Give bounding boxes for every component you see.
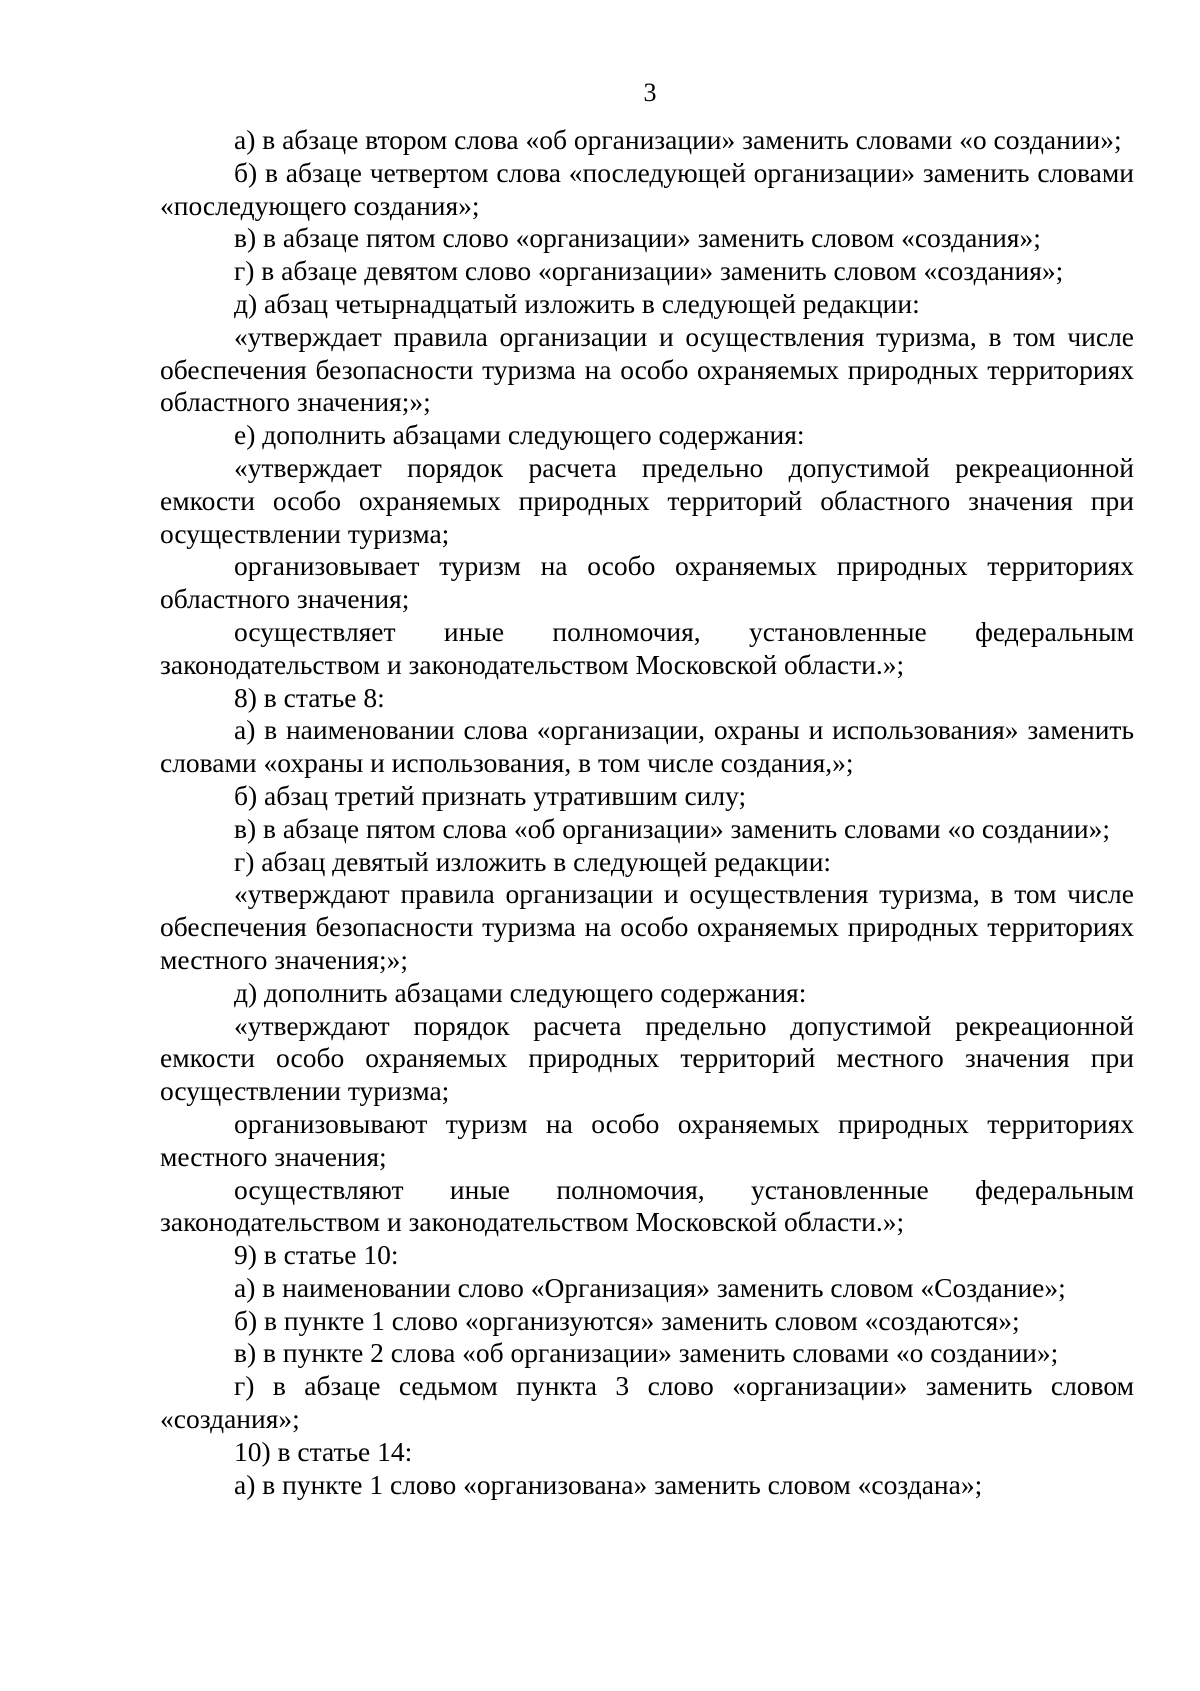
paragraph: б) в абзаце четвертом слова «последующей организации» заменить словами «последующего создания»; xyxy=(160,156,1134,221)
page-number: 3 xyxy=(643,78,657,107)
paragraph: осуществляет иные полномочия, установленные федеральным законодательством и законодательством Московской области.»; xyxy=(160,615,1134,680)
paragraph: б) абзац третий признать утратившим силу; xyxy=(234,779,747,811)
paragraph: г) абзац девятый изложить в следующей редакции: xyxy=(234,845,832,877)
paragraph: а) в наименовании слово «Организация» заменить словом «Создание»; xyxy=(234,1271,1066,1303)
paragraph: в) в абзаце пятом слово «организации» заменить словом «создания»; xyxy=(234,222,1041,254)
paragraph: «утверждают правила организации и осуществления туризма, в том числе обеспечения безопасности туризма на особо охраняемых природных территориях местного значения;»; xyxy=(160,878,1134,975)
paragraph: а) в пункте 1 слово «организована» заменить словом «создана»; xyxy=(234,1468,983,1500)
paragraph: «утверждает правила организации и осуществления туризма, в том числе обеспечения безопасности туризма на особо охраняемых природных территориях областного значения;»; xyxy=(160,320,1134,418)
paragraph: б) в пункте 1 слово «организуются» заменить словом «создаются»; xyxy=(234,1304,1020,1336)
paragraph: организовывают туризм на особо охраняемых природных территориях местного значения; xyxy=(160,1107,1134,1172)
paragraph: «утверждают порядок расчета предельно допустимой рекреационной емкости особо охраняемых природных территорий местного значения при осуществлении туризма; xyxy=(160,1009,1134,1107)
paragraph: а) в абзаце втором слова «об организации» заменить словами «о создании»; xyxy=(234,124,1122,155)
paragraph: 9) в статье 10: xyxy=(234,1239,399,1271)
paragraph: организовывает туризм на особо охраняемых природных территориях областного значения; xyxy=(160,550,1134,615)
paragraph: в) в абзаце пятом слова «об организации» заменить словами «о создании»; xyxy=(234,812,1110,844)
paragraph: осуществляют иные полномочия, установленные федеральным законодательством и законодательством Московской области.»; xyxy=(160,1173,1134,1238)
paragraph: г) в абзаце девятом слово «организации» заменить словом «создания»; xyxy=(234,255,1064,287)
paragraph: «утверждает порядок расчета предельно допустимой рекреационной емкости особо охраняемых природных территорий областного значения при осуществлении туризма; xyxy=(160,451,1134,549)
paragraph: д) дополнить абзацами следующего содержания: xyxy=(234,976,807,1008)
paragraph: д) абзац четырнадцатый изложить в следующей редакции: xyxy=(234,287,920,319)
paragraph: в) в пункте 2 слова «об организации» заменить словами «о создании»; xyxy=(234,1337,1059,1369)
paragraph: а) в наименовании слова «организации, охраны и использования» заменить словами «охраны и использования, в том числе создания,»; xyxy=(160,714,1134,779)
paragraph: 10) в статье 14: xyxy=(234,1435,413,1467)
document-body xyxy=(160,124,1134,1501)
paragraph: 8) в статье 8: xyxy=(234,681,385,713)
paragraph: г) в абзаце седьмом пункта 3 слово «организации» заменить словом «создания»; xyxy=(160,1370,1134,1435)
paragraph: е) дополнить абзацами следующего содержания: xyxy=(234,419,805,451)
